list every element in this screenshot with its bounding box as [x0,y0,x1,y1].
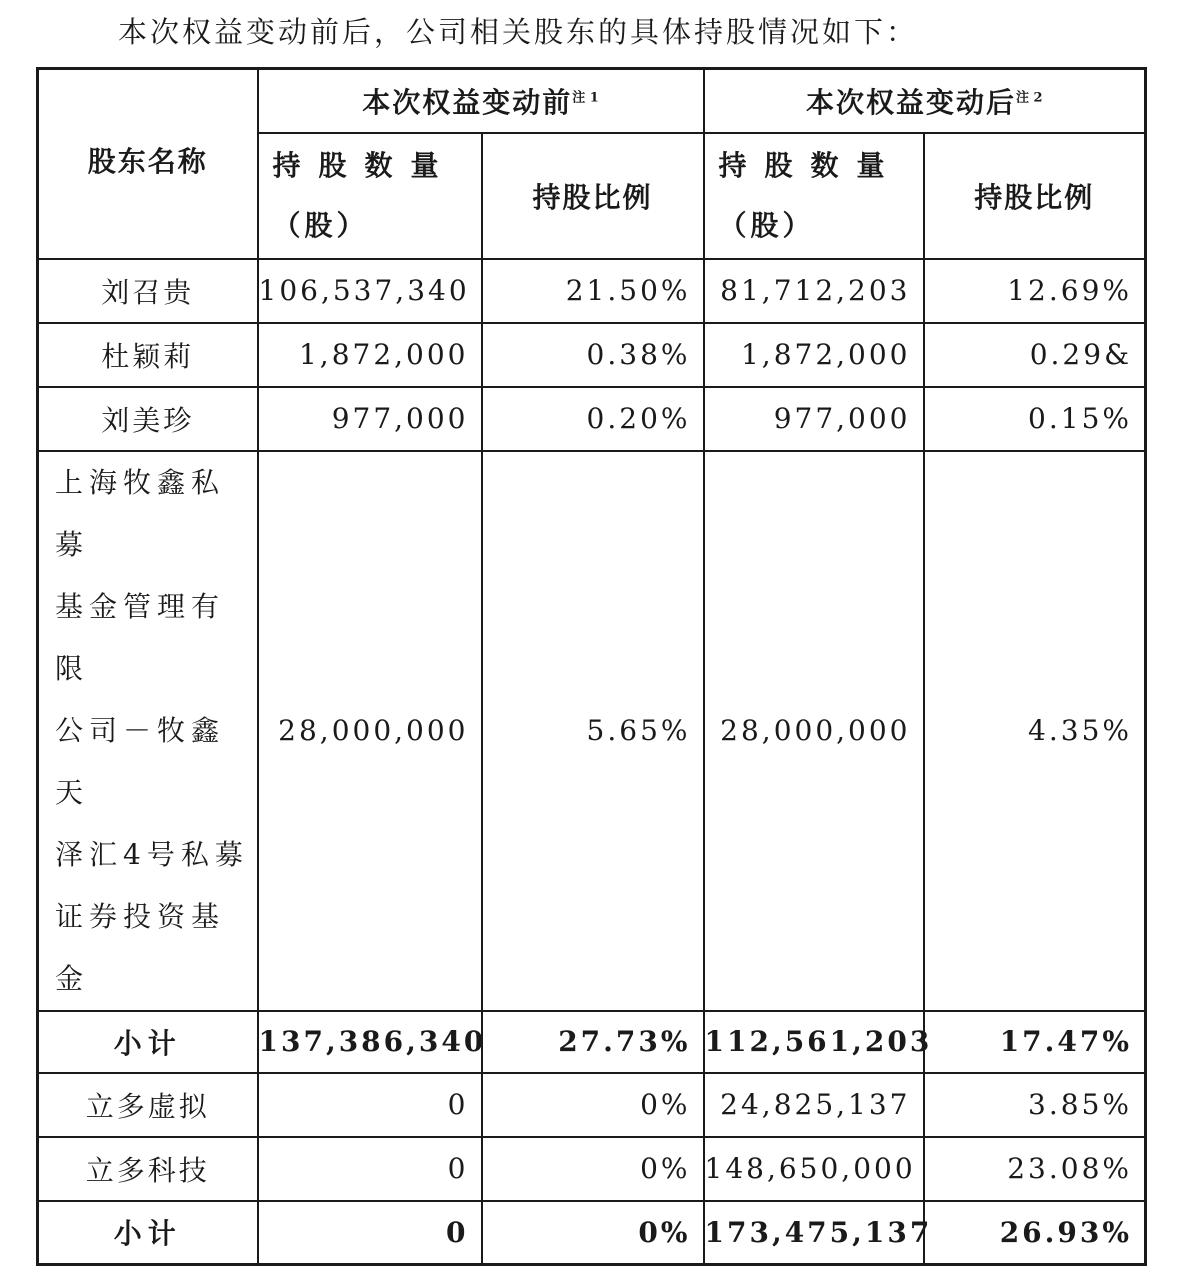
subtotal-row [38,1201,1146,1265]
after-qty: 24,825,137 [704,1073,924,1137]
after-qty: 28,000,000 [704,451,924,1011]
before-ratio: 0% [482,1137,704,1201]
col-header-before-ratio: 持股比例 [482,133,704,259]
table-row [38,1073,1146,1137]
after-ratio: 4.35% [924,451,1146,1011]
before-qty: 1,872,000 [258,323,482,387]
group-header-before: 本次权益变动前$^{注 1}$ [258,69,704,133]
table-row [38,387,1146,451]
shareholder-name: 刘美珍 [38,387,258,451]
table-row [38,323,1146,387]
before-ratio: 0.20% [482,387,704,451]
table-row [38,1137,1146,1201]
table-row [38,259,1146,323]
after-ratio: 26.93% [924,1201,1146,1265]
subtotal-row [38,1011,1146,1073]
after-qty: 81,712,203 [704,259,924,323]
after-ratio: 0.29& [924,323,1146,387]
col-header-after-qty: 持股数量 （股） [704,133,924,259]
col-header-after-ratio: 持股比例 [924,133,1146,259]
before-qty: 0 [258,1073,482,1137]
before-ratio: 0.38% [482,323,704,387]
after-ratio: 23.08% [924,1137,1146,1201]
before-ratio: 5.65% [482,451,704,1011]
subtotal-label: 小计 [38,1201,258,1265]
after-qty: 1,872,000 [704,323,924,387]
before-ratio: 21.50% [482,259,704,323]
footnote-mark-2: 注 2 [1015,90,1043,106]
after-ratio: 3.85% [924,1073,1146,1137]
before-ratio: 0% [482,1201,704,1265]
before-qty: 137,386,340 [258,1011,482,1073]
before-qty: 0 [258,1137,482,1201]
group-header-after: 本次权益变动后$^{注 2}$ [704,69,1146,133]
after-qty: 977,000 [704,387,924,451]
after-ratio: 12.69% [924,259,1146,323]
shareholding-table [36,67,1147,1266]
after-ratio: 0.15% [924,387,1146,451]
after-qty: 173,475,137 [704,1201,924,1265]
col-header-before-qty: 持股数量 （股） [258,133,482,259]
after-qty: 148,650,000 [704,1137,924,1201]
after-ratio: 17.47% [924,1011,1146,1073]
shareholder-name: 立多虚拟 [38,1073,258,1137]
before-qty: 977,000 [258,387,482,451]
col-header-shareholder: 股东名称 [38,69,258,259]
before-qty: 0 [258,1201,482,1265]
shareholder-name: 上海牧鑫私募 基金管理有限 公司－牧鑫天 泽汇4号私募 证券投资基金 [38,451,258,1011]
footnote-mark-1: 注 1 [572,90,599,106]
header-row-groups [38,69,1146,133]
after-qty: 112,561,203 [704,1011,924,1073]
before-qty: 28,000,000 [258,451,482,1011]
shareholder-name: 刘召贵 [38,259,258,323]
shareholder-name: 杜颖莉 [38,323,258,387]
before-ratio: 0% [482,1073,704,1137]
shareholder-name: 立多科技 [38,1137,258,1201]
intro-text: 本次权益变动前后，公司相关股东的具体持股情况如下： [118,15,919,49]
before-qty: 106,537,340 [258,259,482,323]
subtotal-label: 小计 [38,1011,258,1073]
table-row [38,451,1146,1011]
before-ratio: 27.73% [482,1011,704,1073]
